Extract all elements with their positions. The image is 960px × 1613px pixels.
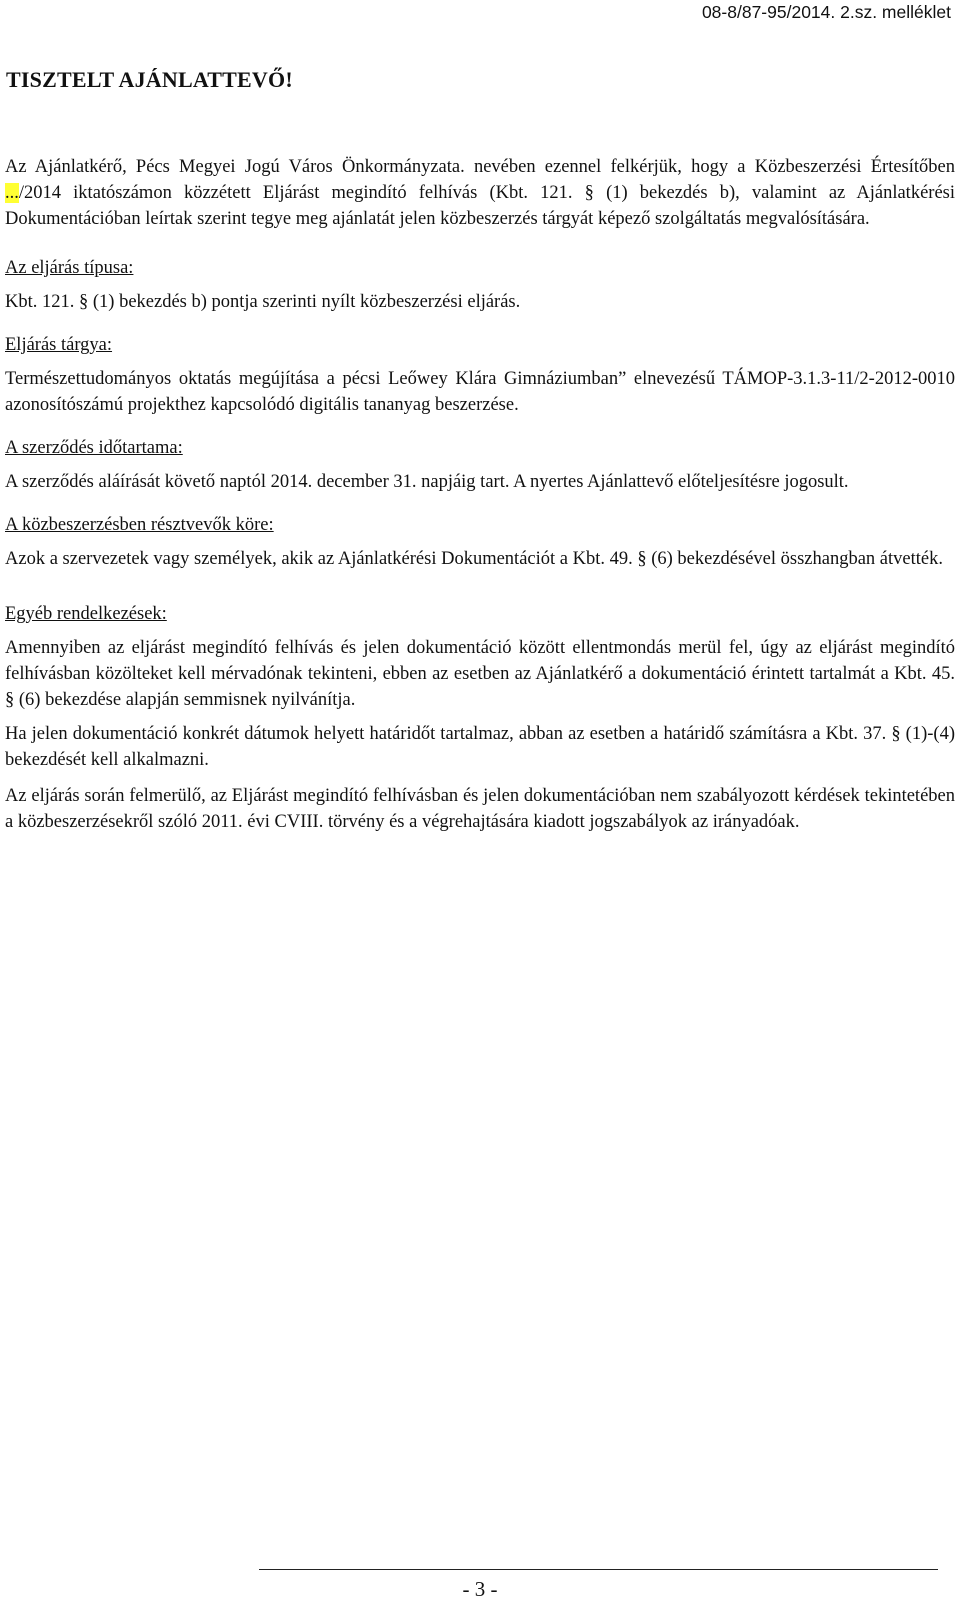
- duration-heading: A szerződés időtartama:: [5, 438, 183, 458]
- other-provisions-paragraph-2: Ha jelen dokumentáció konkrét dátumok helyett határidőt tartalmaz, abban az esetben a határidő számításra a Kbt. 37. § (1)-(4) bekezdését kell alkalmazni.: [5, 724, 955, 770]
- salutation-heading: TISZTELT AJÁNLATTEVŐ!: [6, 67, 293, 92]
- highlighted-placeholder: ...: [5, 183, 19, 203]
- other-provisions-paragraph-1: Amennyiben az eljárást megindító felhívás és jelen dokumentáció között ellentmondás merül fel, úgy az eljárást megindító felhívásban közölteket kell mérvadónak tekinteni, ebben az esetben az Ajánlatkérő a dokumentáció érintett tartalmát a Kbt. 45. § (6) bekezdése alapján semmisnek nyilvánítja.: [5, 638, 955, 710]
- footer-divider: [259, 1569, 938, 1570]
- duration-text: A szerződés aláírását követő naptól 2014. december 31. napjáig tart. A nyertes Ajánlattevő előteljesítésre jogosult.: [5, 472, 849, 492]
- procedure-type-text: Kbt. 121. § (1) bekezdés b) pontja szerinti nyílt közbeszerzési eljárás.: [5, 292, 521, 312]
- intro-paragraph: [5, 154, 955, 232]
- subject-text: Természettudományos oktatás megújítása a pécsi Leőwey Klára Gimnáziumban” elnevezésű TÁMOP-3.1.3-11/2-2012-0010 azonosítószámú projekthez kapcsolódó digitális tananyag beszerzése.: [5, 369, 955, 415]
- other-provisions-heading: Egyéb rendelkezések:: [5, 604, 167, 624]
- other-provisions-paragraph-3: Az eljárás során felmerülő, az Eljárást megindító felhívásban és jelen dokumentációban nem szabályozott kérdések tekintetében a közbeszerzésekről szóló 2011. évi CVIII. törvény és a végrehajtására kiadott jogszabályok az irányadóak.: [5, 786, 955, 832]
- page-number: - 3 -: [462, 1577, 498, 1601]
- intro-text-part2: /2014 iktatószámon közzétett Eljárást megindító felhívás (Kbt. 121. § (1) bekezdés b), valamint az Ajánlatkérési Dokumentációban leírtak szerint tegye meg ajánlatát jelen közbeszerzés tárgyát képező szolgáltatás megvalósítására.: [5, 183, 955, 229]
- document-body: [5, 154, 955, 835]
- intro-text-part1: Az Ajánlatkérő, Pécs Megyei Jogú Város Önkormányzata. nevében ezennel felkérjük, hogy a Közbeszerzési Értesítőben: [5, 157, 955, 177]
- document-reference: 08-8/87-95/2014. 2.sz. melléklet: [701, 2, 951, 22]
- subject-heading: Eljárás tárgya:: [5, 335, 113, 355]
- procedure-type-heading: Az eljárás típusa:: [5, 258, 134, 278]
- participants-heading: A közbeszerzésben résztvevők köre:: [5, 515, 274, 535]
- participants-text: Azok a szervezetek vagy személyek, akik az Ajánlatkérési Dokumentációt a Kbt. 49. § (6) bekezdésével összhangban átvették.: [5, 549, 943, 569]
